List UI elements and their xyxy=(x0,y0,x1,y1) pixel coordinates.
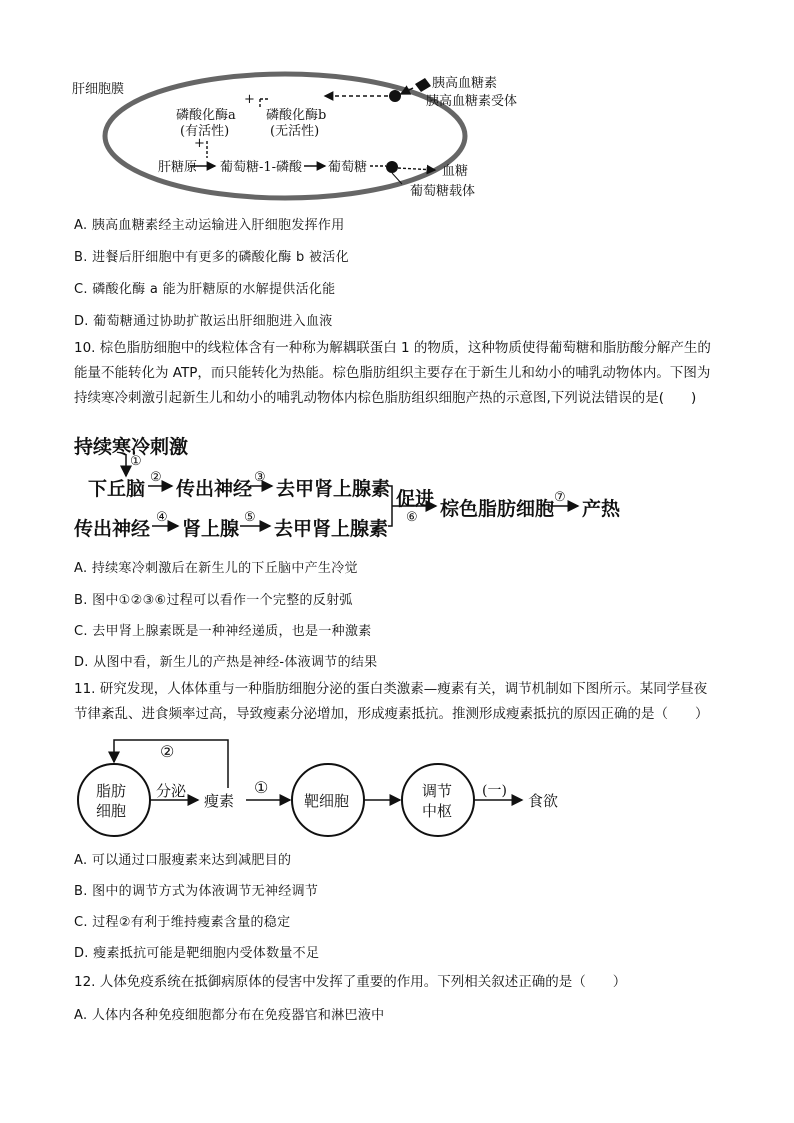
leptin-figure xyxy=(70,736,590,846)
step-7-label: ⑦ xyxy=(554,490,566,505)
q10-option-c: C. 去甲肾上腺素既是一种神经递质，也是一种激素 xyxy=(74,624,372,639)
regulation-center-label-1: 调节 xyxy=(422,782,453,800)
q9-option-a: A. 胰高血糖素经主动运输进入肝细胞发挥作用 xyxy=(74,218,345,233)
q10-option-d: D. 从图中看，新生儿的产热是神经-体液调节的结果 xyxy=(74,655,378,670)
appetite-label: 食欲 xyxy=(528,792,559,810)
q11-option-d: D. 瘦素抵抗可能是靶细胞内受体数量不足 xyxy=(74,946,320,961)
q11-option-b: B. 图中的调节方式为体液调节无神经调节 xyxy=(74,884,319,899)
glycogen-label: 肝糖原 xyxy=(158,160,198,175)
liver-cell-figure xyxy=(70,66,540,206)
cold-stimulus-figure xyxy=(70,428,670,548)
carrier-label: 葡萄糖载体 xyxy=(410,184,476,199)
enzyme-a-note: (有活性) xyxy=(180,124,230,139)
q11-stem xyxy=(74,677,724,727)
q11-option-c: C. 过程②有利于维持瘦素含量的稳定 xyxy=(74,915,291,930)
step-3-label: ③ xyxy=(254,470,266,485)
heat-production-label: 产热 xyxy=(582,498,621,520)
plus-sign-1: + xyxy=(244,92,255,107)
enzyme-b-note: (无活性) xyxy=(270,124,320,139)
carrier-dot xyxy=(386,161,398,173)
step-4-label: ④ xyxy=(156,510,168,525)
q10-stem-line-1: 10. 棕色脂肪细胞中的线粒体含有一种称为解耦联蛋白 1 的物质，这种物质使得葡萄糖和脂肪酸分解产生的 xyxy=(74,340,711,356)
q11-stem-line-1: 11. 研究发现，人体体重与一种脂肪细胞分泌的蛋白类激素—瘦素有关，调节机制如下图所示。某同学昼夜 xyxy=(74,681,708,697)
fat-cell-label-1: 脂肪 xyxy=(96,782,127,800)
promote-label: 促进 xyxy=(396,488,435,510)
step-5-label: ⑤ xyxy=(244,510,256,525)
step-2-label: ② xyxy=(150,470,162,485)
enzyme-b-label: 磷酸化酶b xyxy=(266,108,327,123)
efferent-nerve-2-label: 传出神经 xyxy=(74,518,151,540)
leptin-label: 瘦素 xyxy=(204,792,235,810)
q11-option-a: A. 可以通过口服瘦素来达到减肥目的 xyxy=(74,853,292,868)
receptor-label: 胰高血糖素受体 xyxy=(426,94,518,109)
norepinephrine-1-label: 去甲肾上腺素 xyxy=(276,478,391,500)
plus-sign-2: + xyxy=(194,136,205,151)
step-1-label: ① xyxy=(130,454,142,469)
brown-fat-cell-label: 棕色脂肪细胞 xyxy=(440,498,555,520)
glucose-label: 葡萄糖 xyxy=(328,160,368,175)
q9-option-c: C. 磷酸化酶 a 能为肝糖原的水解提供活化能 xyxy=(74,282,336,297)
step-2-label: ② xyxy=(160,742,175,761)
step-6-label: ⑥ xyxy=(406,510,418,525)
blood-glucose-label: 血糖 xyxy=(442,164,469,179)
q12-option-a: A. 人体内各种免疫细胞都分布在免疫器官和淋巴液中 xyxy=(74,1008,385,1023)
q10-stem xyxy=(74,336,724,411)
q10-stem-line-2: 能量不能转化为 ATP，而只能转化为热能。棕色脂肪组织主要存在于新生儿和幼小的哺乳动物体内。下图为 xyxy=(74,365,711,381)
q10-stem-line-3: 持续寒冷刺激引起新生儿和幼小的哺乳动物体内棕色脂肪组织细胞产热的示意图,下列说法错误的是( ) xyxy=(74,390,697,406)
q10-option-b: B. 图中①②③⑥过程可以看作一个完整的反射弧 xyxy=(74,593,353,608)
q11-stem-line-2: 节律紊乱、进食频率过高，导致瘦素分泌增加，形成瘦素抵抗。推测形成瘦素抵抗的原因正确的是（ ） xyxy=(74,706,709,722)
hormone-label: 胰高血糖素 xyxy=(432,76,498,91)
receptor-dot xyxy=(389,90,401,102)
enzyme-a-label: 磷酸化酶a xyxy=(176,108,236,123)
fat-cell-label-2: 细胞 xyxy=(96,802,127,820)
inhibit-label: (一) xyxy=(482,783,507,799)
stimulus-label: 持续寒冷刺激 xyxy=(74,436,189,458)
hypothalamus-label: 下丘脑 xyxy=(88,478,146,500)
step-1-label: ① xyxy=(254,778,269,797)
adrenal-label: 肾上腺 xyxy=(182,518,240,540)
norepinephrine-2-label: 去甲肾上腺素 xyxy=(274,518,389,540)
q12-stem: 12. 人体免疫系统在抵御病原体的侵害中发挥了重要的作用。下列相关叙述正确的是（ ） xyxy=(74,974,627,990)
q9-option-d: D. 葡萄糖通过协助扩散运出肝细胞进入血液 xyxy=(74,314,333,329)
secrete-label: 分泌 xyxy=(156,782,187,800)
target-cell-label: 靶细胞 xyxy=(304,792,350,810)
q9-option-b: B. 进餐后肝细胞中有更多的磷酸化酶 b 被活化 xyxy=(74,250,349,265)
regulation-center-label-2: 中枢 xyxy=(422,802,453,820)
membrane-label: 肝细胞膜 xyxy=(72,82,125,97)
g1p-label: 葡萄糖-1-磷酸 xyxy=(220,160,303,175)
q10-option-a: A. 持续寒冷刺激后在新生儿的下丘脑中产生冷觉 xyxy=(74,561,358,576)
efferent-nerve-1-label: 传出神经 xyxy=(176,478,253,500)
